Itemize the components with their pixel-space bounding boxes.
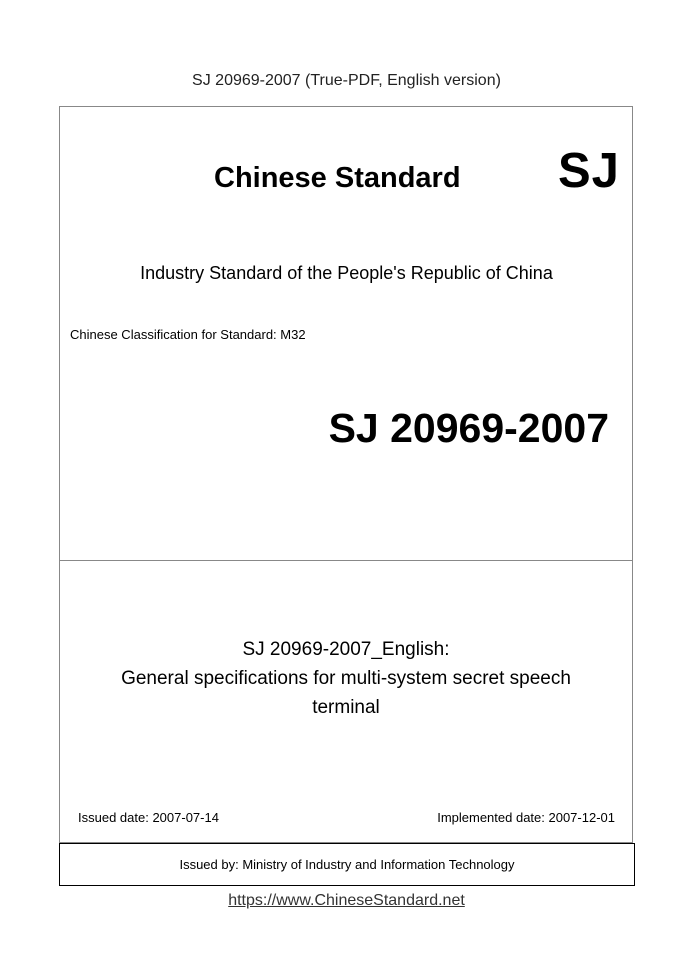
document-title — [59, 635, 633, 722]
issued-by-text: Issued by: Ministry of Industry and Information Technology — [179, 857, 515, 872]
cover-heading: Chinese Standard — [214, 162, 461, 194]
industry-line: Industry Standard of the People's Republic of China — [140, 263, 553, 283]
document-title-line-2: General specifications for multi-system secret speech — [121, 668, 571, 689]
header-caption: SJ 20969-2007 (True-PDF, English version) — [192, 72, 501, 89]
document-title-line-1: SJ 20969-2007_English: — [242, 639, 450, 660]
implemented-date: Implemented date: 2007-12-01 — [437, 810, 615, 825]
sj-logo: SJ — [558, 144, 620, 198]
standard-number: SJ 20969-2007 — [328, 405, 609, 451]
website-link[interactable]: https://www.ChineseStandard.net — [228, 892, 465, 909]
issuer-box — [59, 843, 635, 886]
classification-label: Chinese Classification for Standard: M32 — [70, 327, 306, 342]
document-title-line-3: terminal — [312, 697, 380, 718]
issued-date: Issued date: 2007-07-14 — [78, 810, 219, 825]
